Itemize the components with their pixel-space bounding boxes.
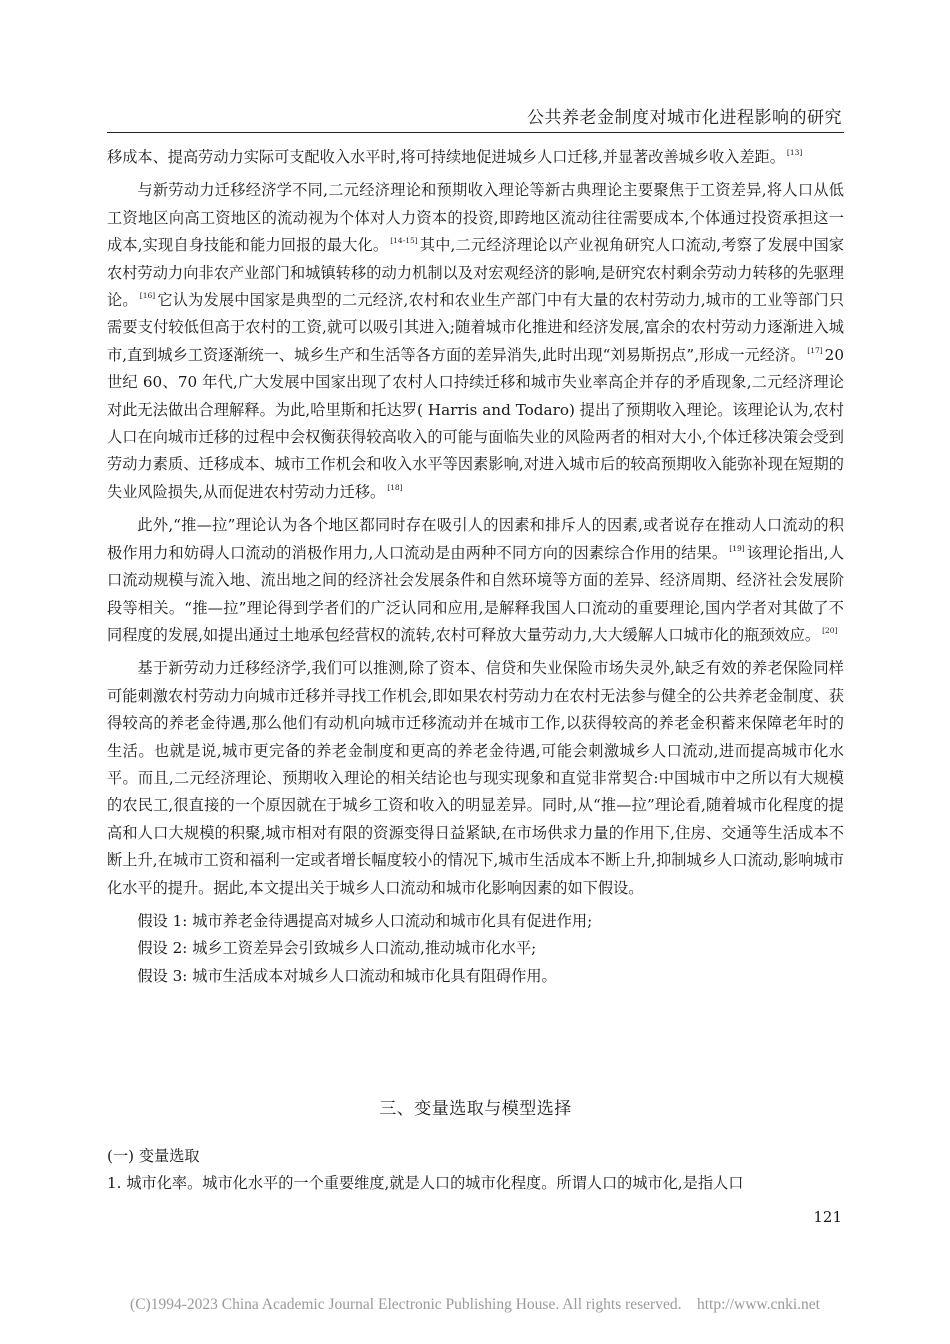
text-run: 它认为发展中国家是典型的二元经济,农村和农业生产部门中有大量的农村劳动力,城市的工业等部门只需要支付较低但高于农村的工资,就可以吸引其进入;随着城市化推进和经济发展,富余的农村劳动力逐渐进入城市,直到城乡工资逐渐统一、城乡生产和生活等各方面的差异消失,此时出现“刘易斯拐点”,形成一元经济。 (107, 291, 845, 364)
citation-ref[interactable]: [14-15] (390, 236, 418, 246)
text-run: 假设 1: 城市养老金待遇提高对城乡人口流动和城市化具有促进作用; (137, 911, 593, 930)
paragraph (107, 144, 844, 171)
footer-url[interactable]: http://www.cnki.net (696, 1296, 820, 1313)
footer (0, 1296, 950, 1314)
text-run: 此外,“推—拉”理论认为各个地区都同时存在吸引人的因素和排斥人的因素,或者说存在推动人口流动的积极作用力和妨碍人口流动的消极作用力,人口流动是由两种不同方向的因素综合作用的结果。 (107, 516, 844, 562)
text-run: 移成本、提高劳动力实际可支配收入水平时,将可持续地促进城乡人口迁移,并显著改善城乡收入差距。 (107, 148, 785, 166)
paragraph (107, 177, 844, 506)
paragraph (107, 655, 844, 902)
hypothesis (107, 908, 844, 935)
citation-ref[interactable]: [13] (786, 148, 803, 157)
running-header-title: 公共养老金制度对城市化进程影响的研究 (527, 108, 842, 128)
citation-ref[interactable]: [16] (139, 291, 156, 301)
hypothesis (107, 963, 844, 990)
hypothesis (107, 935, 844, 962)
citation-ref[interactable]: [17] (807, 345, 823, 355)
body-text (107, 144, 844, 990)
paragraph-item-1: 1. 城市化率。城市化水平的一个重要维度,就是人口的城市化程度。所谓人口的城市化,是指人口 (107, 1174, 744, 1192)
text-run: 假设 2: 城乡工资差异会引致城乡人口流动,推动城市化水平; (137, 939, 537, 958)
text-run: 假设 3: 城市生活成本对城乡人口流动和城市化具有阻碍作用。 (137, 966, 557, 985)
citation-ref[interactable]: [18] (387, 482, 403, 492)
text-run: 20 世纪 60、70 年代,广大发展中国家出现了农村人口持续迁移和城市失业率高企并存的矛盾现象,二元经济理论对此无法做出合理解释。为此,哈里斯和托达罗( Harris and Todaro) 提出了预期收入理论。该理论认为,农村人口在向城市迁移的过程中会权衡获得较高收入的可能与面临失业的风险两者的相对大小,个体迁移决策会受到劳动力素质、迁移成本、城市工作机会和收入水平等因素影响,对进入城市后的较高预期收入能弥补现在短期的失业风险损失,从而促进农村劳动力迁移。 (107, 345, 844, 501)
text-run: 该理论指出,人口流动规模与流入地、流出地之间的经济社会发展条件和自然环境等方面的差异、经济周期、经济社会发展阶段等相关。“推—拉”理论得到学者们的广泛认同和应用,是解释我国人口流动的重要理论,国内学者对其做了不同程度的发展,如提出通过土地承包经营权的流转,农村可释放大量劳动力,大大缓解人口城市化的瓶颈效应。 (107, 543, 845, 644)
text-run: 其中,二元经济理论以产业视角研究人口流动,考察了发展中国家农村劳动力向非农产业部门和城镇转移的动力机制以及对宏观经济的影响,是研究农村剩余劳动力转移的先驱理论。 (107, 236, 845, 310)
page-number: 121 (813, 1208, 842, 1226)
text-run: 与新劳动力迁移经济学不同,二元经济理论和预期收入理论等新古典理论主要聚焦于工资差异,将人口从低工资地区向高工资地区的流动视为个体对人力资本的投资,即跨地区流动往往需要成本,个体通过投资承担这一成本,实现自身技能和能力回报的最大化。 (107, 181, 844, 255)
paragraph (107, 512, 844, 649)
footer-copyright: (C)1994-2023 China Academic Journal Electronic Publishing House. All rights reserved. (130, 1296, 682, 1313)
citation-ref[interactable]: [19] (729, 543, 745, 553)
section-heading: 三、变量选取与模型选择 (379, 1099, 572, 1119)
subsection-heading: (一) 变量选取 (107, 1147, 200, 1165)
citation-ref[interactable]: [20] (822, 625, 838, 635)
header-rule (107, 132, 844, 133)
text-run: 基于新劳动力迁移经济学,我们可以推测,除了资本、信贷和失业保险市场失灵外,缺乏有效的养老保险同样可能刺激农村劳动力向城市迁移并寻找工作机会,即如果农村劳动力在农村无法参与健全的公共养老金制度、获得较高的养老金待遇,那么他们有动机向城市迁移流动并在城市工作,以获得较高的养老金积蓄来保障老年时的生活。也就是说,城市更完备的养老金制度和更高的养老金待遇,可能会刺激城乡人口流动,进而提高城市化水平。而且,二元经济理论、预期收入理论的相关结论也与现实现象和直觉非常契合:中国城市中之所以有大规模的农民工,很直接的一个原因就在于城乡工资和收入的明显差异。同时,从“推—拉”理论看,随着城市化程度的提高和人口大规模的积聚,城市相对有限的资源变得日益紧缺,在市场供求力量的作用下,住房、交通等生活成本不断上升,在城市工资和福利一定或者增长幅度较小的情况下,城市生活成本不断上升,抑制城乡人口流动,影响城市化水平的提升。据此,本文提出关于城乡人口流动和城市化影响因素的如下假设。 (107, 659, 844, 897)
